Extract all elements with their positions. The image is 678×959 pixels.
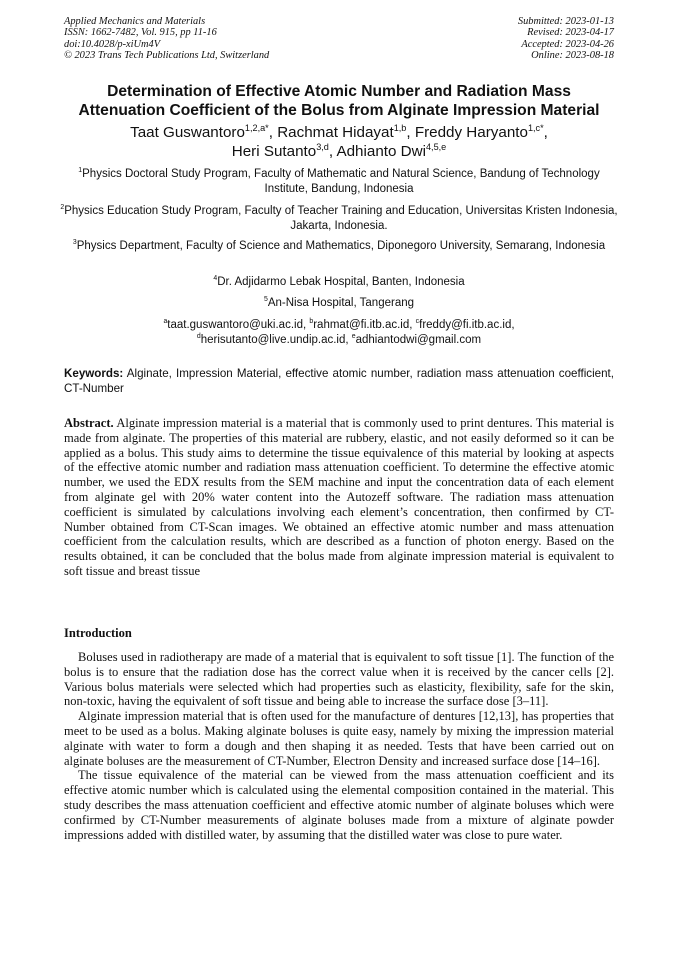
affiliation-sup: 3 — [72, 239, 77, 247]
affiliation-text: Physics Department, Faculty of Science and Mathematics, Diponegoro University, Semarang, Indonesia — [76, 240, 606, 252]
author-name: Adhianto Dwi — [336, 143, 426, 160]
author-sup: 1,b — [393, 122, 407, 133]
affiliation-4 — [56, 275, 622, 290]
date-online: Online: 2023-08-18 — [531, 49, 614, 61]
journal-doi[interactable]: doi:10.4028/p-xiUm4V — [64, 38, 161, 50]
journal-copyright: © 2023 Trans Tech Publications Ltd, Switzerland — [64, 49, 270, 61]
affiliation-1 — [56, 167, 622, 197]
author-line-2: Heri Sutanto$^{3,d}$, Adhianto Dwi$^{4,5,e}$ — [231, 141, 447, 160]
abstract — [64, 416, 614, 579]
affiliation-text: Dr. Adjidarmo Lebak Hospital, Banten, Indonesia — [217, 276, 465, 288]
introduction-heading: Introduction — [64, 626, 132, 640]
intro-paragraph-2: Alginate impression material that is often used for the manufacture of dentures [12,13], has properties that meet to be used as a bolus. Making alginate boluses is quite easy, namely by mixing the impression material alginate with water to form a dough and then shaping it as needed. Tests that have been carried out on alginate boluses are the measurement of CT-Number, Electron Density and increased surface dose [14–16]. — [64, 709, 614, 768]
affiliation-text: Physics Education Study Program, Faculty of Teacher Training and Education, Universitas Kristen Indonesia, Jakarta, Indonesia. — [64, 205, 618, 232]
abstract-text: Alginate impression material is a material that is commonly used to print dentures. This material is made from alginate. The properties of this material are rubbery, elastic, and not easily deformed so it can be applied as a bolus. This study aims to determine the tissue equivalence of this material by looking at aspects of the effective atomic number and radiation mass attenuation coefficient. To determine the effective atomic number, we used the EDX results from the SEM machine and input the concentration data of each element from alginate gel with 20% water content into the Autozeff software. The radiation mass attenuation coefficient is simulated by calculations involving each element’s concentration, then confirmed by CT-Number obtained from CT-Scan images. We obtained an effective atomic number and mass attenuation coefficient from the calculation results, which are described as a function of photon energy. Based on the results obtained, it can be concluded that the bolus made from alginate impression material is equivalent to soft tissue and breast tissue — [64, 416, 615, 578]
title-line-2: Attenuation Coefficient of the Bolus from Alginate Impression Material — [78, 102, 600, 119]
author-sup: 3,d — [316, 141, 329, 152]
email-d[interactable]: herisutanto@live.undip.ac.id, — [200, 333, 349, 346]
email-sup: a — [163, 318, 168, 326]
intro-paragraph-1: Boluses used in radiotherapy are made of a material that is equivalent to soft tissue [1]. The function of the bolus is to ensure that the radiation dose has the correct value when it is received by the cancer cells [2]. Various bolus materials were selected which had properties such as elasticity, flexibility, safe for the skin, non-toxic, having the equivalent of soft tissue and being able to increase the surface dose [3–11]. — [64, 650, 614, 709]
author-line-1: Taat Guswantoro$^{1,2,a*}$, Rachmat Hidayat$^{1,b}$, Freddy Haryanto$^{1,c*}$, — [130, 122, 548, 141]
introduction-body — [64, 650, 614, 842]
email-b[interactable]: rahmat@fi.itb.ac.id, — [313, 319, 413, 331]
affiliation-2 — [56, 204, 622, 234]
email-sup: b — [309, 318, 314, 326]
journal-issn: ISSN: 1662-7482, Vol. 915, pp 11-16 — [64, 27, 217, 39]
email-sup: e — [351, 332, 356, 340]
date-accepted: Accepted: 2023-04-26 — [521, 38, 614, 50]
journal-info — [64, 16, 269, 61]
journal-name: Applied Mechanics and Materials — [64, 16, 206, 27]
author-emails — [56, 318, 622, 348]
affiliation-text: An-Nisa Hospital, Tangerang — [267, 297, 415, 309]
affiliation-text: Physics Doctoral Study Program, Faculty of Mathematic and Natural Science, Bandung of Technology Institute, Bandung, Indonesia — [82, 168, 600, 195]
date-revised: Revised: 2023-04-17 — [527, 27, 614, 39]
email-sup: c — [415, 318, 420, 326]
email-e[interactable]: adhiantodwi@gmail.com — [355, 333, 482, 346]
date-submitted: Submitted: 2023-01-13 — [517, 16, 614, 27]
affiliation-3 — [56, 239, 622, 254]
intro-paragraph-3: The tissue equivalence of the material can be viewed from the mass attenuation coefficient and its effective atomic number which is calculated using the elemental composition contained in the material. This study describes the mass attenuation coefficient and effective atomic number of alginate boluses which were confirmed by CT-Number measurements of alginate boluses made from a mixture of alginate powder impressions added with distilled water, by assuming that the distilled water was close to pure water. — [64, 768, 614, 842]
email-sup: d — [196, 332, 201, 340]
author-name: Taat Guswantoro — [130, 124, 245, 141]
author-name: Heri Sutanto — [231, 143, 317, 160]
title-line-1: Determination of Effective Atomic Number and Radiation Mass — [107, 83, 571, 100]
keywords-label: Keywords: — [64, 367, 124, 380]
keywords — [64, 367, 614, 397]
affiliation-5 — [56, 296, 622, 311]
author-sup: 1,2,a* — [244, 122, 269, 133]
email-c[interactable]: freddy@fi.itb.ac.id, — [419, 319, 515, 331]
keywords-text: Alginate, Impression Material, effective atomic number, radiation mass attenuation coefficient, CT-Number — [64, 367, 614, 395]
email-line-2 — [56, 333, 622, 348]
affiliation-sup: 5 — [263, 296, 268, 304]
author-sup: 1,c* — [527, 122, 544, 133]
author-name: Freddy Haryanto — [414, 124, 528, 141]
email-line-1 — [56, 318, 622, 333]
author-sup: 4,5,e — [425, 141, 447, 152]
author-name: Rachmat Hidayat — [277, 124, 394, 141]
affiliation-sup: 1 — [78, 167, 83, 175]
email-a[interactable]: taat.guswantoro@uki.ac.id, — [167, 319, 307, 331]
paper-title — [40, 82, 638, 120]
affiliation-sup: 4 — [213, 275, 218, 283]
abstract-label: Abstract. — [64, 416, 114, 430]
author-list — [40, 123, 638, 161]
affiliation-sup: 2 — [60, 204, 65, 212]
submission-dates — [518, 16, 614, 61]
